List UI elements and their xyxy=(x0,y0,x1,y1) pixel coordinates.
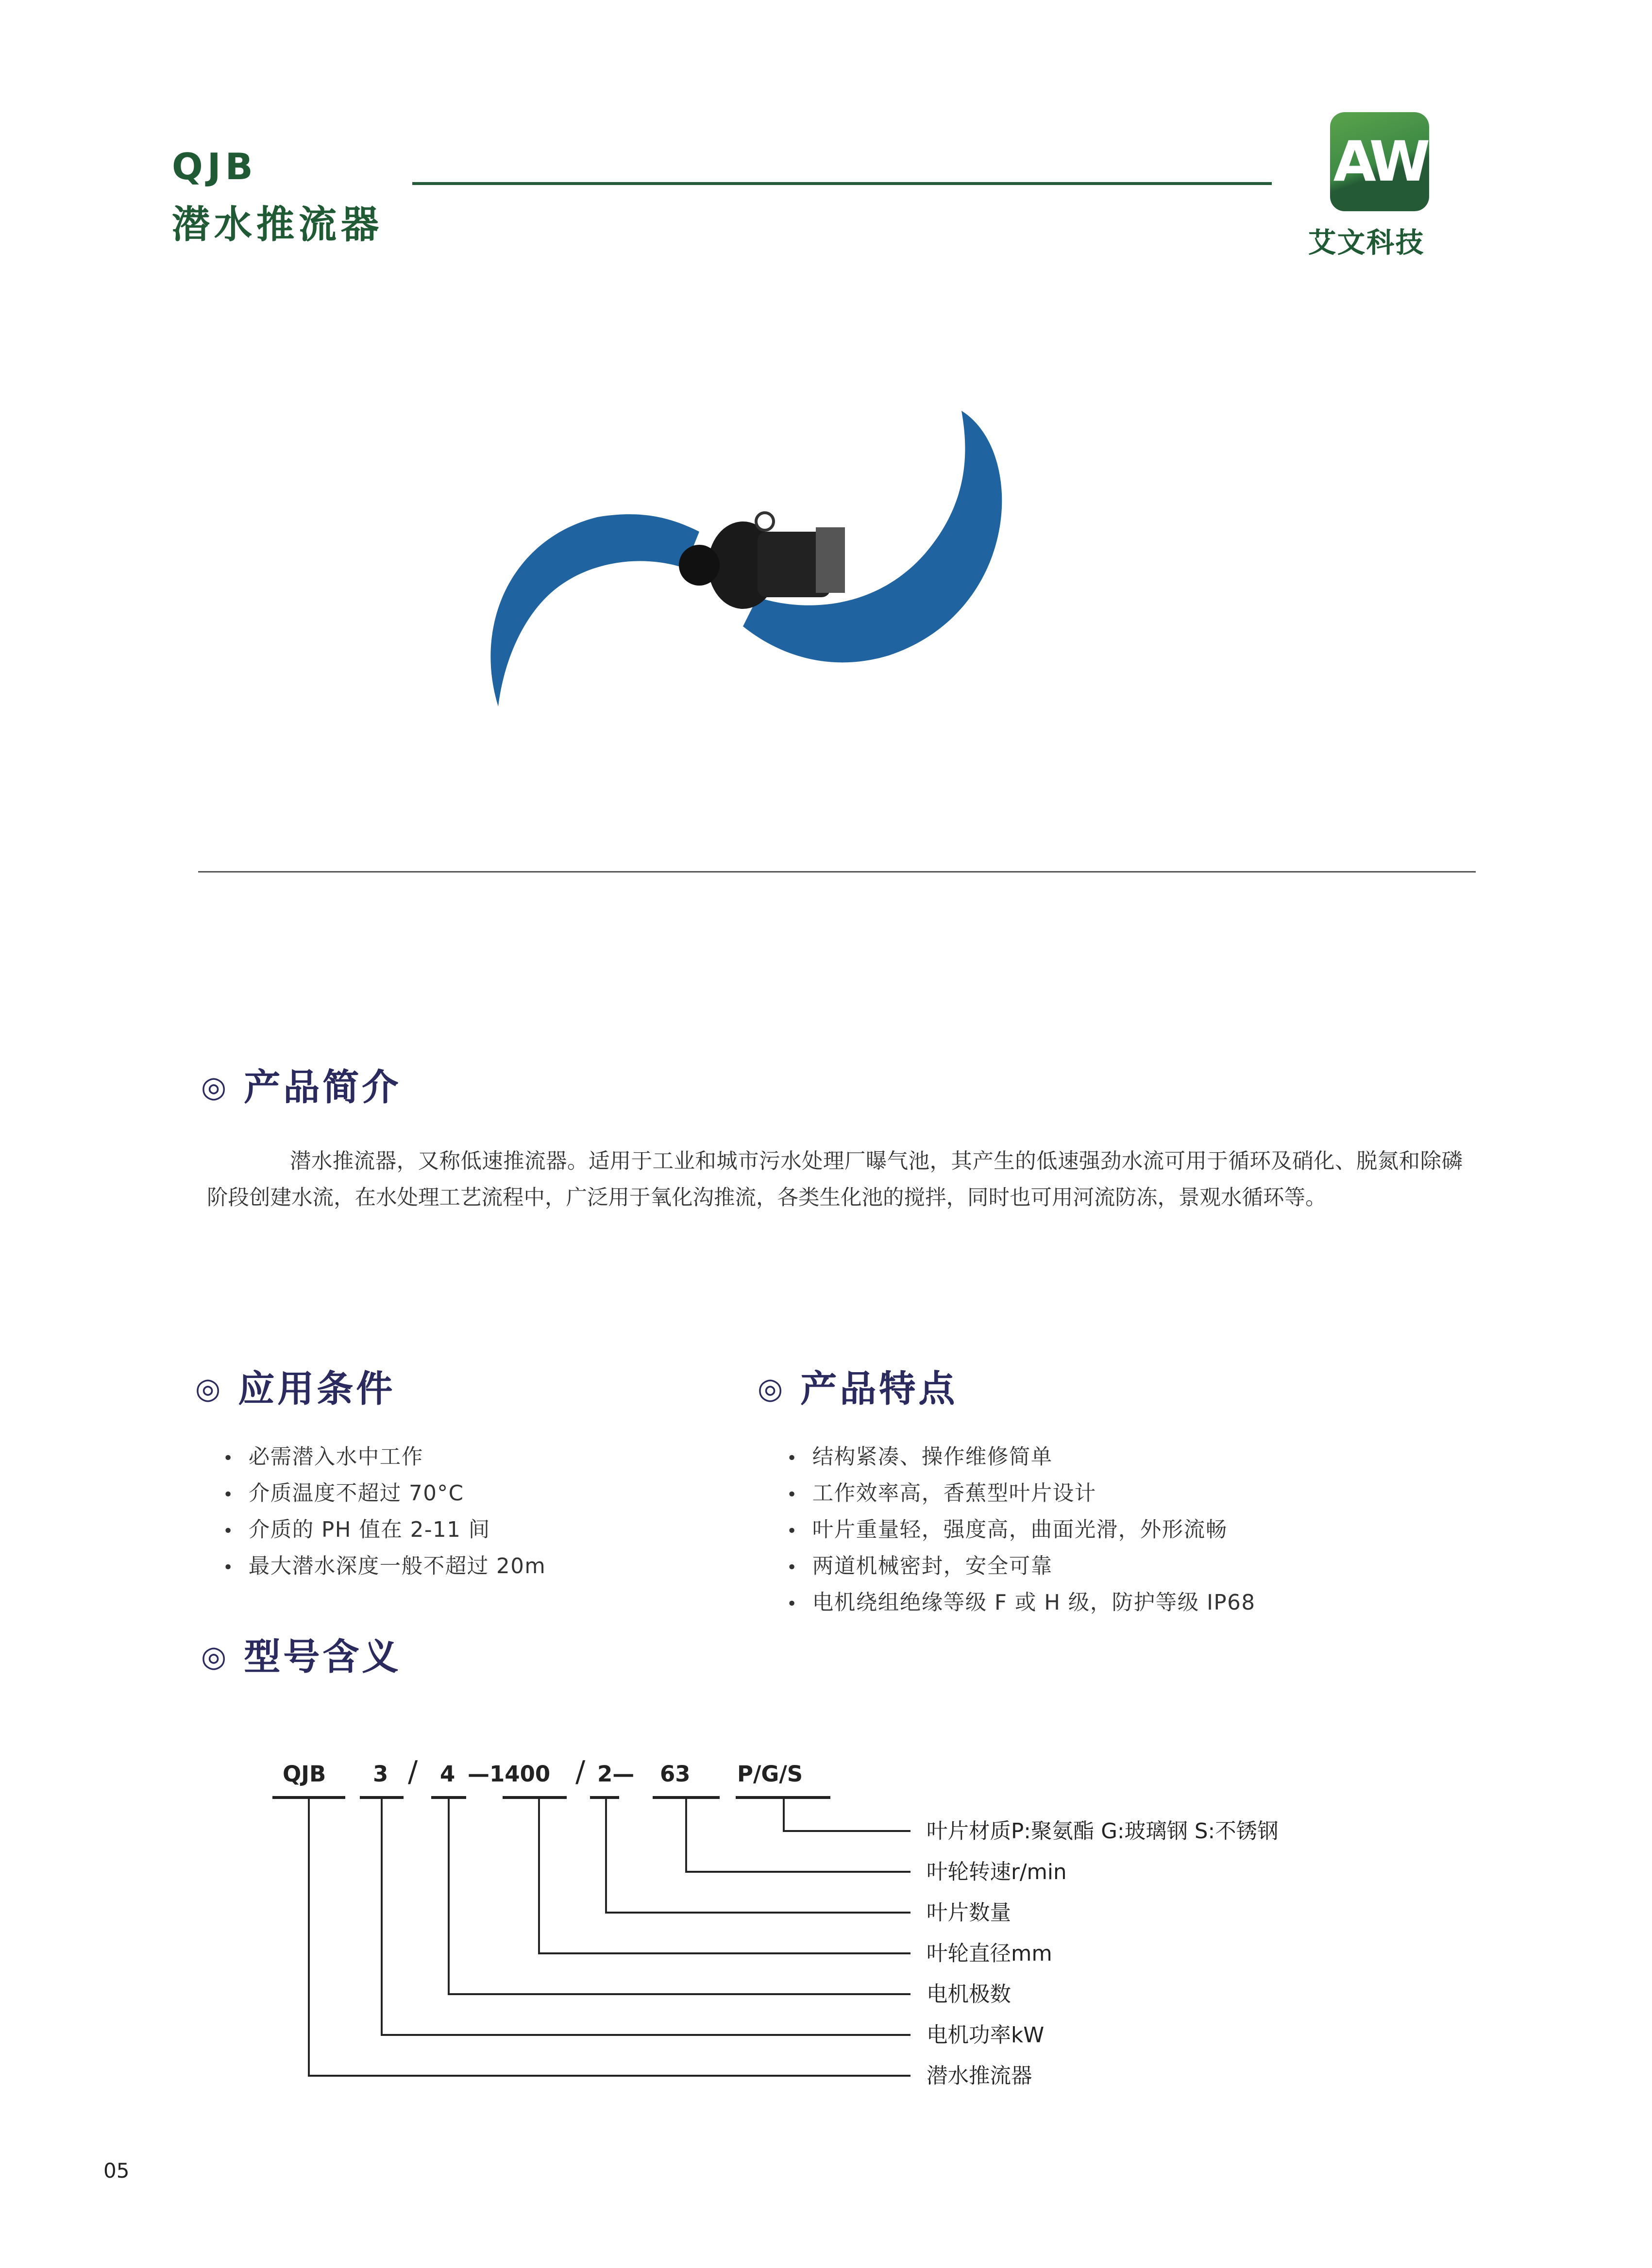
diagram-label: 叶片材质P:聚氨酯 G:玻璃钢 S:不锈钢 xyxy=(927,1821,1279,1844)
list-item: • 介质的 PH 值在 2-11 间 xyxy=(223,1513,546,1550)
code-part: —1400 xyxy=(468,1761,551,1787)
list-item: • 电机绕组绝缘等级 F 或 H 级，防护等级 IP68 xyxy=(787,1586,1256,1623)
ring-icon: ◎ xyxy=(758,1371,786,1406)
code-part: 4 xyxy=(440,1761,455,1787)
intro-paragraph: 潜水推流器，又称低速推流器。适用于工业和城市污水处理厂曝气池，其产生的低速强劲水流可用于循环及硝化、脱氮和除磷阶段创建水流，在水处理工艺流程中，广泛用于氧化沟推流，各类生化池的搅拌，同时也可用河流防冻，景观水循环等。 xyxy=(207,1151,1463,1210)
diagram-label: 叶轮转速r/min xyxy=(927,1862,1067,1885)
code-part: P/G/S xyxy=(737,1761,803,1787)
list-item: • 工作效率高，香蕉型叶片设计 xyxy=(787,1477,1256,1513)
ring-icon: ◎ xyxy=(195,1371,224,1406)
list-item: • 两道机械密封，安全可靠 xyxy=(787,1550,1256,1586)
list-item: • 介质温度不超过 70°C xyxy=(223,1477,546,1513)
product-title: 潜水推流器 xyxy=(172,204,384,248)
code-part: 3 xyxy=(373,1761,388,1787)
diagram-label: 叶轮直径mm xyxy=(927,1943,1052,1966)
company-name: 艾文科技 xyxy=(1308,227,1425,259)
list-item: • 必需潜入水中工作 xyxy=(223,1441,546,1477)
model-meaning-title: 型号含义 xyxy=(244,1636,402,1678)
features-title: 产品特点 xyxy=(800,1368,958,1410)
code-part: QJB xyxy=(283,1761,326,1787)
page-number: 05 xyxy=(103,2160,130,2184)
diagram-label: 电机功率kW xyxy=(927,2025,1045,2048)
list-item: • 叶片重量轻，强度高，曲面光滑，外形流畅 xyxy=(787,1513,1256,1550)
diagram-label: 电机极数 xyxy=(927,1984,1011,2007)
code-part: / xyxy=(408,1754,418,1789)
code-part: / xyxy=(575,1754,586,1789)
company-logo: AW xyxy=(1330,112,1429,211)
code-part: 2— xyxy=(597,1761,635,1787)
ring-icon: ◎ xyxy=(201,1069,230,1104)
model-title: QJB xyxy=(172,146,257,188)
conditions-title: 应用条件 xyxy=(238,1368,396,1410)
diagram-label: 潜水推流器 xyxy=(927,2066,1032,2089)
diagram-label: 叶片数量 xyxy=(927,1902,1011,1926)
intro-title: 产品简介 xyxy=(244,1066,402,1109)
ring-icon: ◎ xyxy=(201,1639,230,1674)
code-part: 63 xyxy=(660,1761,691,1787)
list-item: • 结构紧凑、操作维修简单 xyxy=(787,1441,1256,1477)
list-item: • 最大潜水深度一般不超过 20m xyxy=(223,1550,546,1586)
